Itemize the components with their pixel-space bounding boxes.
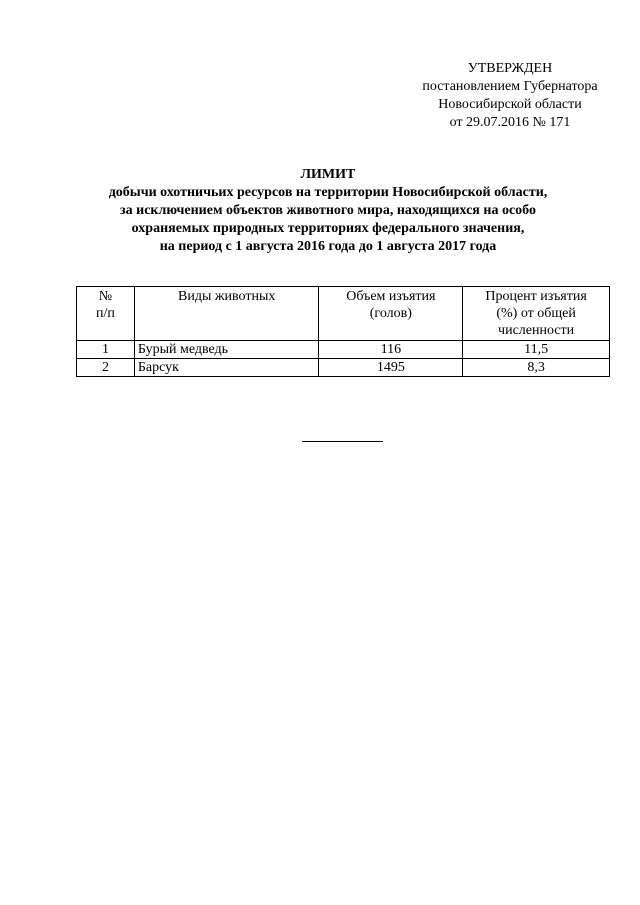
row-percent: 11,5 [463, 341, 610, 359]
header-harvest-volume [319, 287, 463, 341]
heading-line-3: охраняемых природных территориях федерального значения, [131, 221, 525, 236]
row-percent: 8,3 [463, 359, 610, 377]
header-number [77, 287, 135, 341]
row-number: 1 [77, 341, 135, 359]
approval-region: Новосибирской области [438, 97, 582, 112]
row-animal: Барсук [134, 359, 319, 377]
header-number-line-2: п/п [96, 306, 115, 321]
heading-line-1: добычи охотничьих ресурсов на территории Новосибирской области, [108, 185, 548, 200]
document-title: ЛИМИТ [300, 167, 356, 182]
row-animal: Бурый медведь [134, 341, 319, 359]
row-number: 2 [77, 359, 135, 377]
approval-stamp [410, 60, 610, 132]
header-harvest-percent-line-2: (%) от общей [496, 306, 576, 321]
header-harvest-percent [463, 287, 610, 341]
closing-divider-line [302, 441, 383, 442]
approval-title: УТВЕРЖДЕН [467, 61, 553, 76]
header-number-line-1: № [98, 289, 113, 304]
header-animal-species-line-1: Виды животных [177, 289, 276, 304]
table-header-row [77, 287, 610, 341]
row-volume: 116 [319, 341, 463, 359]
approval-date-number: от 29.07.2016 № 171 [449, 115, 571, 130]
heading-line-2: за исключением объектов животного мира, находящихся на особо [120, 203, 536, 218]
table-row [77, 341, 610, 359]
row-volume: 1495 [319, 359, 463, 377]
approval-decree: постановлением Губернатора [422, 79, 598, 94]
table-row [77, 359, 610, 377]
header-harvest-percent-line-1: Процент изъятия [485, 289, 587, 304]
header-harvest-volume-line-1: Объем изъятия [346, 289, 436, 304]
header-animal-species [134, 287, 319, 341]
document-heading [40, 166, 616, 256]
header-harvest-volume-line-2: (голов) [369, 306, 412, 321]
header-harvest-percent-line-3: численности [498, 323, 575, 338]
heading-line-4: на период с 1 августа 2016 года до 1 августа 2017 года [159, 239, 497, 254]
limit-table [76, 286, 610, 377]
